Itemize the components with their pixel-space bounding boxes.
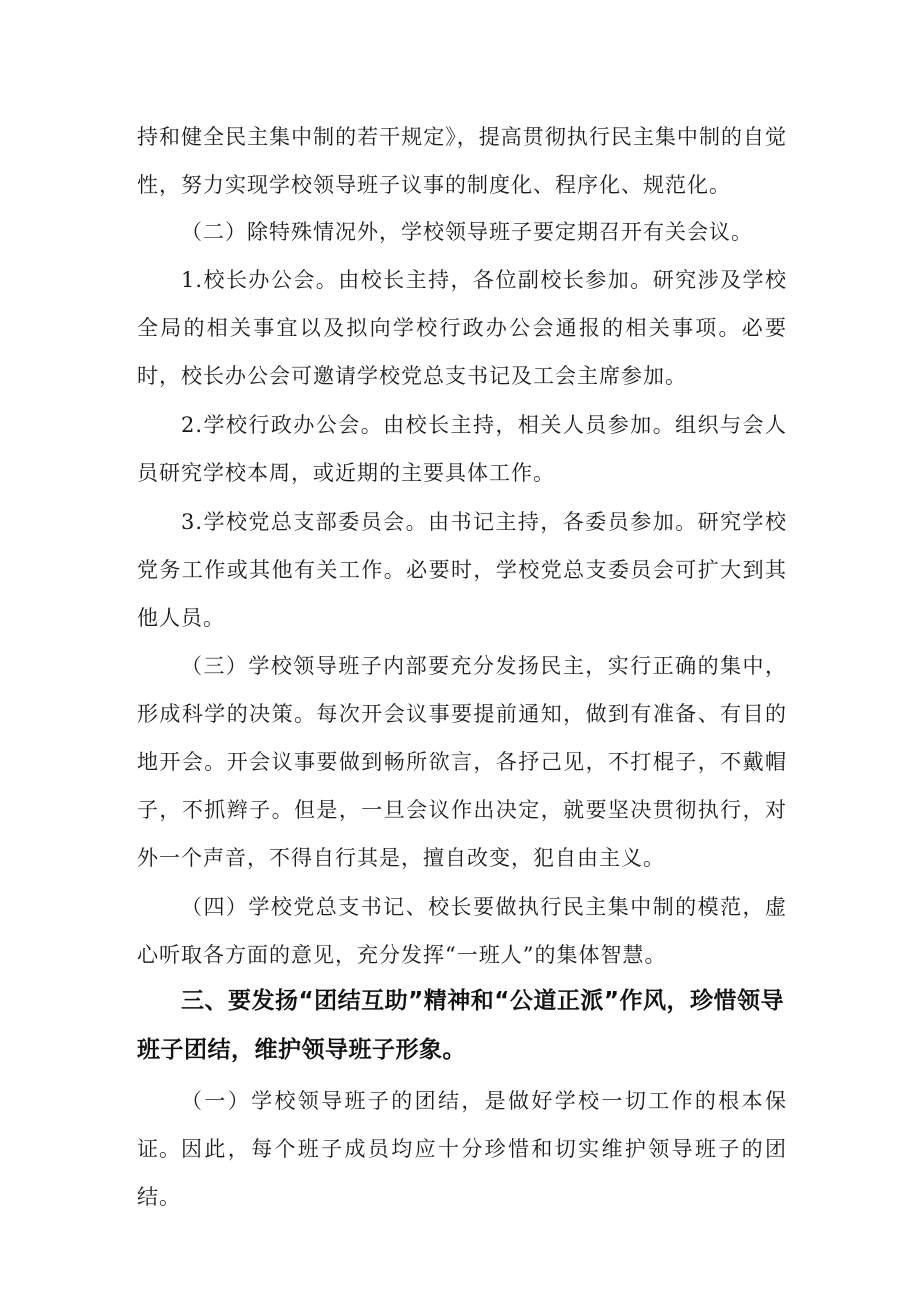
paragraph-subsection-1: （一）学校领导班子的团结，是做好学校一切工作的根本保证。 xyxy=(137,1089,787,1161)
paragraph-item-3: 3.学校党总支部委员会。由书记主持，各委员参加。研究学校党务工作或其他有关工作。必要时，学校党总支委员会可扩大到其他人员。 xyxy=(137,510,787,630)
paragraph-continuation: 持和健全民主集中制的若干规定》，提高贯彻执行民主集中制的自觉性，努力实现学校领导班子议事的制度化、程序化、规范化。 xyxy=(137,125,787,197)
paragraph-item-2: 2.学校行政办公会。由校长主持，相关人员参加。组织与会人员研究学校本周，或近期的主要具体工作。 xyxy=(137,413,787,485)
paragraph-section-4: （四）学校党总支书记、校长要做执行民主集中制的模范，虚心听取各方面的意见，充分发挥“一班人”的集体智慧。 xyxy=(137,895,787,967)
paragraph-section-3: （三）学校领导班子内部要充分发扬民主，实行正确的集中，形成科学的决策。每次开会议事要提前通知，做到有准备、有目的地开会。开会议事要做到畅所欲言，各抒己见，不打棍子，不戴帽子，不抓辫子。但是，一旦会议作出决定，就要坚决贯彻执行，对外一个声音，不得自行其是，擅自改变，犯自由主义。 xyxy=(137,654,787,870)
paragraph-subsection-1-continued: 因此，每个班子成员均应十分珍惜和切实维护领导班子的团结。 xyxy=(137,1137,787,1209)
paragraph-section-2: （二）除特殊情况外，学校领导班子要定期召开有关会议。 xyxy=(181,220,753,244)
paragraph-item-1: 1.校长办公会。由校长主持，各位副校长参加。研究涉及学校全局的相关事宜以及拟向学校行政办公会通报的相关事项。必要时，校长办公会可邀请学校党总支书记及工会主席参加。 xyxy=(137,268,787,388)
section-heading: 三、要发扬“团结互助”精神和“公道正派”作风，珍惜领导班子团结，维护领导班子形象。 xyxy=(137,988,784,1063)
